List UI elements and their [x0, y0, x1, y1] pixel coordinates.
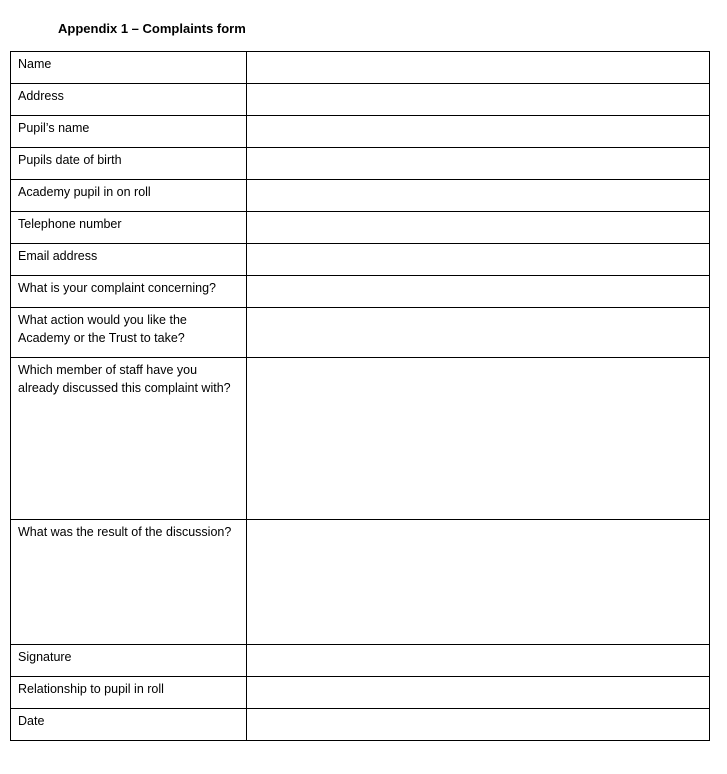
complaint-concerning-input-cell[interactable]: [247, 276, 710, 308]
complaints-form-table: [10, 51, 710, 741]
field-label-cell: [11, 308, 247, 358]
form-row-address: [11, 84, 710, 116]
address-input-cell[interactable]: [247, 84, 710, 116]
form-title: Appendix 1 – Complaints form: [58, 21, 246, 36]
telephone-input-cell[interactable]: [247, 212, 710, 244]
field-label: Pupils date of birth: [18, 153, 122, 167]
name-input-cell[interactable]: [247, 52, 710, 84]
field-label-cell: [11, 180, 247, 212]
form-row-telephone: [11, 212, 710, 244]
field-label-cell: [11, 645, 247, 677]
field-label: What is your complaint concerning?: [18, 281, 217, 295]
pupil-dob-input-cell[interactable]: [247, 148, 710, 180]
field-label: Signature: [18, 650, 72, 664]
academy-input-cell[interactable]: [247, 180, 710, 212]
field-label: Name: [18, 57, 52, 71]
form-row-date: [11, 709, 710, 741]
form-row-name: [11, 52, 710, 84]
email-input-cell[interactable]: [247, 244, 710, 276]
signature-input-cell[interactable]: [247, 645, 710, 677]
field-label: Email address: [18, 249, 98, 263]
field-label: Academy pupil in on roll: [18, 185, 151, 199]
form-row-email: [11, 244, 710, 276]
relationship-input-cell[interactable]: [247, 677, 710, 709]
field-label: Address: [18, 89, 64, 103]
field-label-cell: [11, 358, 247, 520]
field-label: Pupil’s name: [18, 121, 90, 135]
field-label-cell: [11, 116, 247, 148]
field-label-cell: [11, 84, 247, 116]
field-label-cell: [11, 212, 247, 244]
form-row-relationship: [11, 677, 710, 709]
form-row-discussion-result: [11, 520, 710, 645]
form-row-action: [11, 308, 710, 358]
form-row-academy: [11, 180, 710, 212]
form-row-complaint-concerning: [11, 276, 710, 308]
discussion-result-input-cell[interactable]: [247, 520, 710, 645]
field-label-cell: [11, 52, 247, 84]
form-row-pupil-name: [11, 116, 710, 148]
form-row-staff-discussed: [11, 358, 710, 520]
field-label: Which member of staff have you already discussed this complaint with?: [18, 363, 231, 395]
field-label: What action would you like the Academy or the Trust to take?: [18, 313, 187, 345]
action-input-cell[interactable]: [247, 308, 710, 358]
form-row-signature: [11, 645, 710, 677]
field-label: Telephone number: [18, 217, 122, 231]
pupil-name-input-cell[interactable]: [247, 116, 710, 148]
field-label: What was the result of the discussion?: [18, 525, 232, 539]
field-label-cell: [11, 148, 247, 180]
field-label-cell: [11, 520, 247, 645]
field-label-cell: [11, 244, 247, 276]
date-input-cell[interactable]: [247, 709, 710, 741]
field-label: Date: [18, 714, 45, 728]
field-label-cell: [11, 276, 247, 308]
staff-discussed-input-cell[interactable]: [247, 358, 710, 520]
field-label: Relationship to pupil in roll: [18, 682, 164, 696]
field-label-cell: [11, 709, 247, 741]
form-row-pupil-dob: [11, 148, 710, 180]
field-label-cell: [11, 677, 247, 709]
